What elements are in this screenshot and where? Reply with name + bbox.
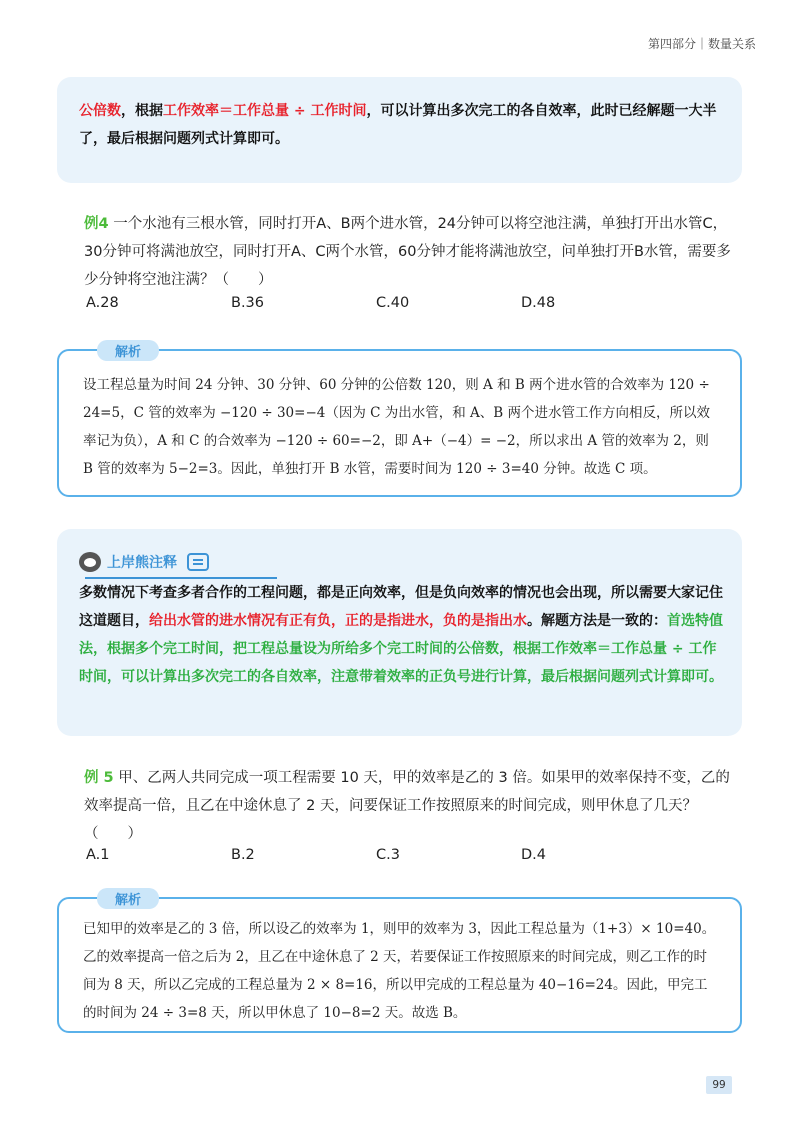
- bear-note-seg: 多数情况下考查多者合作的工程问题，都是正向效率，但是负向效率的情况也会出现，所以需要大家记住这道题目，: [79, 585, 723, 629]
- bear-icon: [79, 552, 101, 572]
- page-number: 99: [706, 1076, 732, 1094]
- analysis-4-text: 设工程总量为时间 24 分钟、30 分钟、60 分钟的公倍数 120，则 A 和 B 两个进水管的合效率为 120 ÷ 24=5，C 管的效率为 −120 ÷ 30=−4（因为 C 为出水管，和 A、B 两个进水管工作方向相反，所以效率记为负），A 和 C 的合效率为 −120 ÷ 60=−2，即 A+（−4）= −2，所以求出 A 管的效率为 2，则 B 管的效率为 5−2=3。因此，单独打开 B 水管，需要时间为 120 ÷ 3=40 分钟。故选 C 项。: [83, 377, 711, 477]
- option-d: D.4: [521, 847, 546, 863]
- analysis-4-box: [57, 345, 742, 497]
- option-b: B.2: [231, 847, 255, 863]
- top-note-box: [57, 77, 742, 183]
- option-b: B.36: [231, 295, 265, 311]
- example-4-text: 一个水池有三根水管，同时打开A、B两个进水管，24分钟可以将空池注满，单独打开出水管C，30分钟可将满池放空，同时打开A、C两个水管，60分钟才能将满池放空，问单独打开B水管，需要多少分钟将空池注满？（ ）: [84, 216, 731, 288]
- top-note-seg: 公倍数: [79, 103, 121, 119]
- option-a: A.28: [86, 295, 119, 311]
- top-note-seg: 工作效率＝工作总量 ÷ 工作时间: [163, 103, 367, 119]
- top-note-seg: ，根据: [121, 103, 163, 119]
- analysis-5-text: 已知甲的效率是乙的 3 倍，所以设乙的效率为 1，则甲的效率为 3，因此工程总量为（1+3）× 10=40。乙的效率提高一倍之后为 2，且乙在中途休息了 2 天，若要保证工作按照原来的时间完成，则乙工作的时间为 8 天，所以乙完成的工程总量为 2 × 8=16，所以甲完成的工程总量为 40−16=24。因此，甲完工的时间为 24 ÷ 3=8 天，所以甲休息了 10−8=2 天。故选 B。: [83, 921, 716, 1021]
- example-4-label: 例4: [84, 216, 109, 232]
- option-c: C.40: [376, 295, 410, 311]
- option-d: D.48: [521, 295, 556, 311]
- bear-note-title: 上岸熊注释: [107, 555, 177, 571]
- example-5-question: [84, 764, 744, 848]
- top-note-text: [79, 97, 726, 153]
- example-4-question: [84, 210, 744, 294]
- bear-note-seg: 首选特值法，根据多个完工时间，把工程总量设为所给多个完工时间的公倍数，根据工作效率＝工作总量 ÷ 工作时间，可以计算出多次完工的各自效率，注意带着效率的正负号进行计算，最后根据问题列式计算即可。: [79, 613, 723, 685]
- bear-note-underline: [85, 577, 277, 579]
- analysis-4-tab: 解析: [97, 340, 159, 361]
- chat-icon: [187, 553, 209, 571]
- section-header: 第四部分｜数量关系: [647, 37, 756, 51]
- bear-note-seg: 给出水管的进水情况有正有负，正的是指进水，负的是指出水: [149, 613, 527, 629]
- example-5-text: 甲、乙两人共同完成一项工程需要 10 天，甲的效率是乙的 3 倍。如果甲的效率保持不变，乙的效率提高一倍，且乙在中途休息了 2 天，问要保证工作按照原来的时间完成，则甲休息了几天？（ ）: [84, 770, 730, 842]
- bear-note-text: [79, 579, 728, 691]
- bear-note-seg: 。解题方法是一致的：: [527, 613, 667, 629]
- example-5-label: 例 5: [84, 770, 114, 786]
- top-note-seg: ，可以计算出多次完工的各自效率，此时已经解题一大半了，最后根据问题列式计算即可。: [79, 103, 717, 147]
- example-5-options: [86, 847, 686, 863]
- bear-note-box: [57, 529, 742, 736]
- example-4-options: [86, 295, 686, 311]
- option-c: C.3: [376, 847, 400, 863]
- bear-note-header: [79, 549, 728, 575]
- option-a: A.1: [86, 847, 110, 863]
- analysis-5-tab: 解析: [97, 888, 159, 909]
- analysis-5-box: [57, 893, 742, 1033]
